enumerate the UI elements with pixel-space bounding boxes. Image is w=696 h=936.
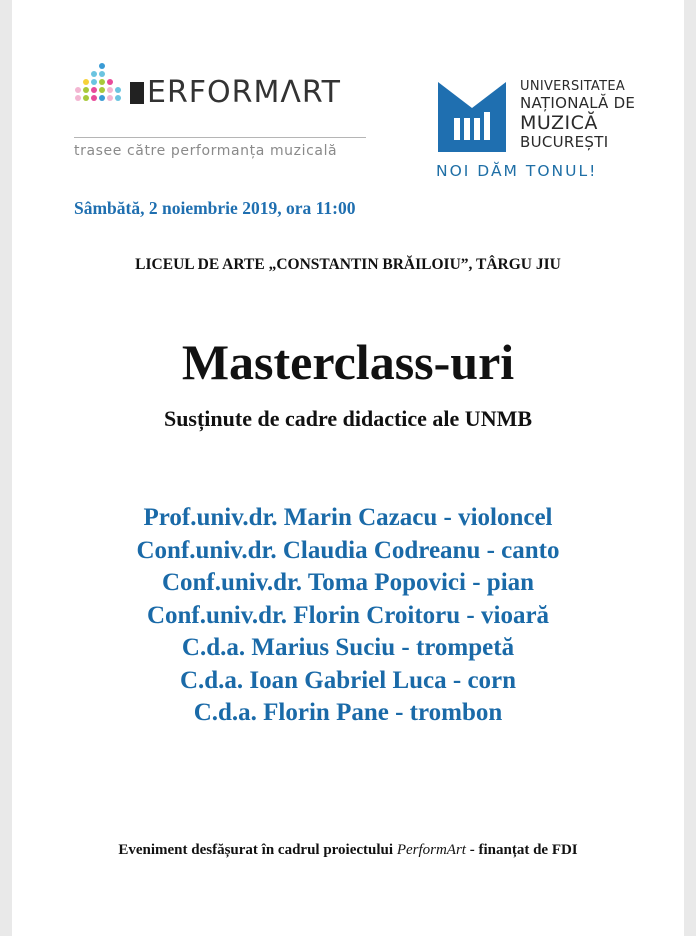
teacher-item: Conf.univ.dr. Florin Croitoru - vioară: [146, 601, 550, 629]
poster-page: [12, 0, 684, 936]
teacher-item: Conf.univ.dr. Claudia Codreanu - canto: [136, 536, 560, 564]
performart-tagline: trasee către performanța muzicală: [74, 137, 366, 159]
footer-project-name: PerformArt: [396, 842, 466, 858]
teacher-item: C.d.a. Ioan Gabriel Luca - corn: [179, 666, 517, 694]
footer-note: [12, 842, 684, 859]
performart-logo: [74, 52, 374, 162]
teacher-item: C.d.a. Florin Pane - trombon: [193, 699, 503, 726]
event-venue: LICEUL DE ARTE „CONSTANTIN BRĂILOIU”, TÂRGU JIU: [135, 256, 561, 273]
teacher-list: [12, 502, 684, 730]
unmb-logo: [436, 76, 636, 186]
unmb-emblem-icon: [438, 82, 506, 152]
event-date-time: Sâmbătă, 2 noiembrie 2019, ora 11:00: [74, 198, 356, 218]
footer-prefix: Eveniment desfășurat în cadrul proiectului: [118, 842, 397, 858]
page-subtitle: Susținute de cadre didactice ale UNMB: [163, 406, 533, 431]
unmb-slogan: NOI DĂM TONUL!: [436, 162, 598, 180]
teacher-item: Prof.univ.dr. Marin Cazacu - violoncel: [143, 504, 553, 531]
performart-wordmark: ERFORMΛRT: [130, 78, 341, 108]
teacher-item: C.d.a. Marius Suciu - trompetă: [181, 634, 515, 661]
page-title: Masterclass-uri: [181, 334, 515, 390]
unmb-name: UNIVERSITATEA NAȚIONALĂ DE MUZICĂ BUCUREȘTI: [520, 79, 636, 151]
footer-suffix: - finanțat de FDI: [465, 842, 578, 858]
performart-dots-icon: [74, 60, 128, 110]
teacher-item: Conf.univ.dr. Toma Popovici - pian: [161, 569, 535, 596]
